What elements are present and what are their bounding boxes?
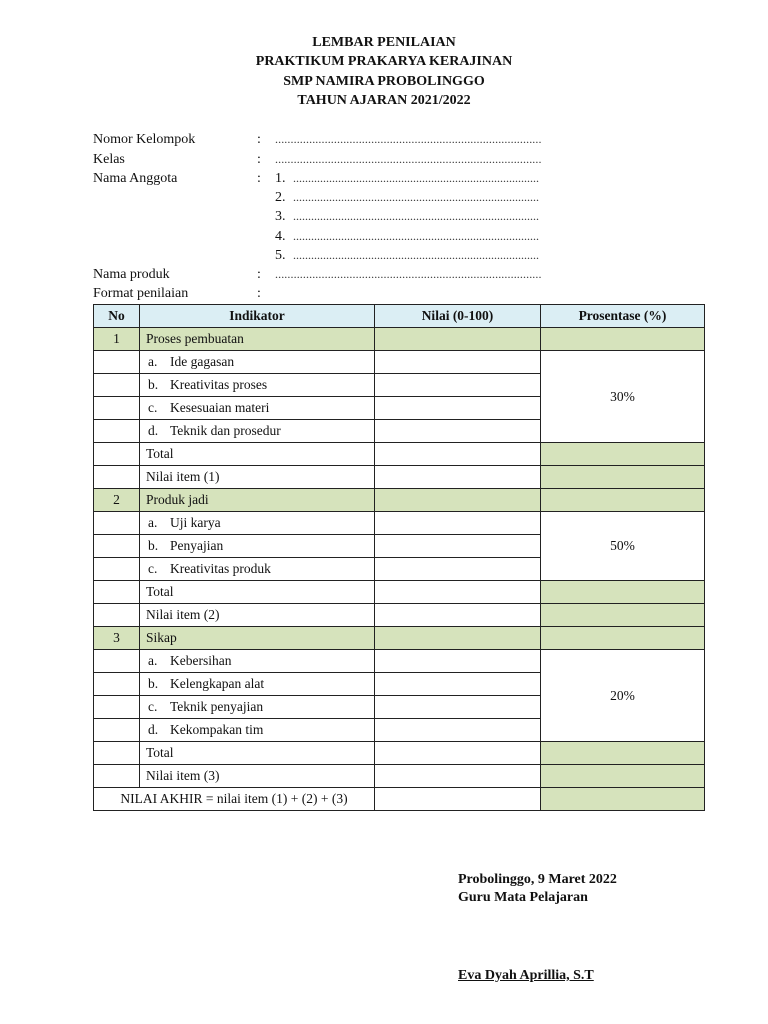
- section-number: 2: [94, 489, 140, 512]
- section-number: 1: [94, 328, 140, 351]
- item-text: Kesesuaian materi: [170, 400, 270, 415]
- field-blank[interactable]: ..................................................................................: [293, 229, 539, 243]
- empty-no-cell: [94, 466, 140, 489]
- indicator-cell: [140, 719, 375, 742]
- table-header-row: [94, 305, 705, 328]
- item-text: Penyajian: [170, 538, 224, 553]
- nilai-input-cell[interactable]: [375, 650, 541, 673]
- table-row: [94, 512, 705, 535]
- percent-cell: 30%: [541, 351, 705, 443]
- section-name: Sikap: [140, 627, 375, 650]
- field-label: Nama produk: [93, 267, 170, 282]
- empty-no-cell: [94, 443, 140, 466]
- field-label: Format penilaian: [93, 286, 189, 301]
- indicator-cell: [140, 673, 375, 696]
- doc-title-2: PRAKTIKUM PRAKARYA KERAJINAN: [255, 54, 513, 69]
- signature-role: Guru Mata Pelajaran: [458, 890, 588, 905]
- nilai-input-cell[interactable]: [375, 420, 541, 443]
- empty-no-cell: [94, 420, 140, 443]
- nilai-input-cell[interactable]: [375, 558, 541, 581]
- header-no: No: [94, 305, 140, 328]
- empty-no-cell: [94, 397, 140, 420]
- empty-no-cell: [94, 673, 140, 696]
- field-blank[interactable]: ......................................................................................: [275, 152, 542, 166]
- field-blank[interactable]: ..................................................................................: [293, 209, 539, 223]
- member-number: 3.: [275, 209, 286, 224]
- section-prosentase-cell: [541, 328, 705, 351]
- field-colon: :: [257, 286, 261, 301]
- field-colon: :: [257, 267, 261, 282]
- empty-no-cell: [94, 765, 140, 788]
- total-row: [94, 581, 705, 604]
- indicator-cell: [140, 512, 375, 535]
- header-nilai: Nilai (0-100): [375, 305, 541, 328]
- total-prosentase-cell: [541, 742, 705, 765]
- indicator-cell: [140, 696, 375, 719]
- nilai-item-label: Nilai item (2): [140, 604, 375, 627]
- item-letter: c.: [148, 561, 158, 576]
- total-row: [94, 742, 705, 765]
- header-prosentase: Prosentase (%): [541, 305, 705, 328]
- member-number: 1.: [275, 171, 286, 186]
- item-letter: d.: [148, 722, 159, 737]
- nilai-item-row: [94, 765, 705, 788]
- field-blank[interactable]: ..................................................................................: [293, 171, 539, 185]
- nilai-item-row: [94, 466, 705, 489]
- final-row: [94, 788, 705, 811]
- table-row: [94, 650, 705, 673]
- doc-title-3: SMP NAMIRA PROBOLINGGO: [283, 74, 485, 89]
- total-nilai-cell[interactable]: [375, 581, 541, 604]
- indicator-cell: [140, 351, 375, 374]
- nilai-input-cell[interactable]: [375, 719, 541, 742]
- item-letter: d.: [148, 423, 159, 438]
- empty-no-cell: [94, 558, 140, 581]
- section-row: [94, 489, 705, 512]
- indicator-cell: [140, 558, 375, 581]
- nilai-input-cell[interactable]: [375, 696, 541, 719]
- member-number: 4.: [275, 229, 286, 244]
- final-label: NILAI AKHIR = nilai item (1) + (2) + (3): [94, 788, 375, 811]
- section-number: 3: [94, 627, 140, 650]
- total-prosentase-cell: [541, 443, 705, 466]
- nilai-item-value-cell[interactable]: [375, 604, 541, 627]
- item-letter: a.: [148, 515, 158, 530]
- empty-no-cell: [94, 742, 140, 765]
- item-text: Kreativitas produk: [170, 561, 271, 576]
- section-nilai-cell: [375, 489, 541, 512]
- member-number: 5.: [275, 248, 286, 263]
- assessment-table: [93, 304, 705, 811]
- item-text: Kebersihan: [170, 653, 232, 668]
- table-row: [94, 351, 705, 374]
- nilai-item-prosentase-cell: [541, 466, 705, 489]
- item-text: Uji karya: [170, 515, 221, 530]
- field-label: Nama Anggota: [93, 171, 178, 186]
- section-prosentase-cell: [541, 627, 705, 650]
- field-colon: :: [257, 171, 261, 186]
- field-blank[interactable]: ..................................................................................: [293, 248, 539, 262]
- field-label: Nomor Kelompok: [93, 132, 196, 147]
- nilai-item-value-cell[interactable]: [375, 765, 541, 788]
- nilai-item-value-cell[interactable]: [375, 466, 541, 489]
- final-nilai-cell[interactable]: [375, 788, 541, 811]
- section-name: Proses pembuatan: [140, 328, 375, 351]
- nilai-item-label: Nilai item (1): [140, 466, 375, 489]
- item-text: Kelengkapan alat: [170, 676, 265, 691]
- total-nilai-cell[interactable]: [375, 742, 541, 765]
- item-letter: c.: [148, 400, 158, 415]
- indicator-cell: [140, 397, 375, 420]
- nilai-input-cell[interactable]: [375, 374, 541, 397]
- signature-name: Eva Dyah Aprillia, S.T: [458, 968, 594, 983]
- section-prosentase-cell: [541, 489, 705, 512]
- empty-no-cell: [94, 374, 140, 397]
- nilai-input-cell[interactable]: [375, 673, 541, 696]
- section-nilai-cell: [375, 328, 541, 351]
- indicator-cell: [140, 420, 375, 443]
- indicator-cell: [140, 535, 375, 558]
- percent-cell: 20%: [541, 650, 705, 742]
- item-letter: b.: [148, 538, 159, 553]
- total-label: Total: [140, 742, 375, 765]
- item-letter: b.: [148, 676, 159, 691]
- doc-title-1: LEMBAR PENILAIAN: [312, 35, 456, 50]
- doc-title-4: TAHUN AJARAN 2021/2022: [297, 93, 471, 108]
- signature-place-date: Probolinggo, 9 Maret 2022: [458, 872, 617, 887]
- item-text: Kreativitas proses: [170, 377, 268, 392]
- indicator-cell: [140, 374, 375, 397]
- percent-cell: 50%: [541, 512, 705, 581]
- field-colon: :: [257, 132, 261, 147]
- section-row: [94, 627, 705, 650]
- header-indikator: Indikator: [140, 305, 375, 328]
- item-letter: a.: [148, 354, 158, 369]
- empty-no-cell: [94, 351, 140, 374]
- nilai-input-cell[interactable]: [375, 351, 541, 374]
- empty-no-cell: [94, 512, 140, 535]
- nilai-item-prosentase-cell: [541, 765, 705, 788]
- empty-no-cell: [94, 650, 140, 673]
- indicator-cell: [140, 650, 375, 673]
- total-prosentase-cell: [541, 581, 705, 604]
- item-letter: b.: [148, 377, 159, 392]
- empty-no-cell: [94, 581, 140, 604]
- empty-no-cell: [94, 719, 140, 742]
- empty-no-cell: [94, 535, 140, 558]
- section-name: Produk jadi: [140, 489, 375, 512]
- final-prosentase-cell: [541, 788, 705, 811]
- field-blank[interactable]: ......................................................................................: [275, 132, 542, 146]
- item-letter: c.: [148, 699, 158, 714]
- nilai-item-row: [94, 604, 705, 627]
- field-colon: :: [257, 152, 261, 167]
- nilai-input-cell[interactable]: [375, 397, 541, 420]
- nilai-input-cell[interactable]: [375, 512, 541, 535]
- empty-no-cell: [94, 604, 140, 627]
- item-letter: a.: [148, 653, 158, 668]
- item-text: Ide gagasan: [170, 354, 235, 369]
- nilai-item-label: Nilai item (3): [140, 765, 375, 788]
- field-blank[interactable]: ..................................................................................: [293, 190, 539, 204]
- nilai-input-cell[interactable]: [375, 535, 541, 558]
- item-text: Kekompakan tim: [170, 722, 264, 737]
- section-nilai-cell: [375, 627, 541, 650]
- total-label: Total: [140, 443, 375, 466]
- empty-no-cell: [94, 696, 140, 719]
- total-nilai-cell[interactable]: [375, 443, 541, 466]
- member-number: 2.: [275, 190, 286, 205]
- total-row: [94, 443, 705, 466]
- item-text: Teknik penyajian: [170, 699, 264, 714]
- field-label: Kelas: [93, 152, 125, 167]
- section-row: [94, 328, 705, 351]
- item-text: Teknik dan prosedur: [170, 423, 281, 438]
- nilai-item-prosentase-cell: [541, 604, 705, 627]
- field-blank[interactable]: ......................................................................................: [275, 267, 542, 281]
- total-label: Total: [140, 581, 375, 604]
